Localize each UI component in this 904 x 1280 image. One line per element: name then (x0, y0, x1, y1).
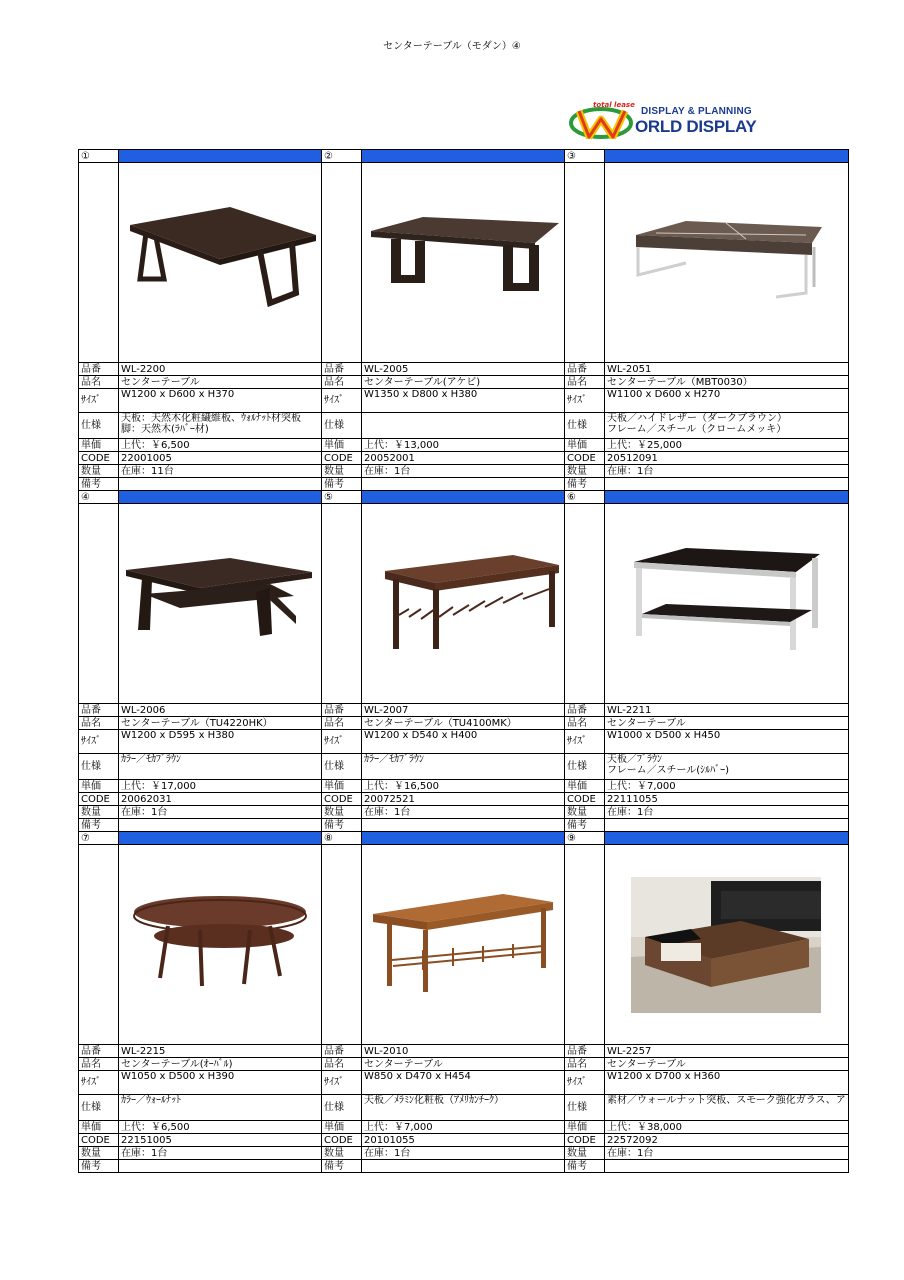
product-remarks (605, 1160, 849, 1173)
product-code-no-row (79, 704, 849, 717)
product-price: 上代：￥6,500 (119, 1121, 322, 1134)
product-code-row (79, 452, 849, 465)
product-remarks-label: 備考 (322, 478, 362, 491)
product-name-label: 品名 (79, 1058, 119, 1071)
product-code-no-label: 品番 (322, 363, 362, 376)
product-code-no: WL-2211 (605, 704, 849, 717)
product-image-row (79, 504, 849, 704)
product-code-no-row (79, 363, 849, 376)
product-code-no-row (79, 1045, 849, 1058)
product-remarks (605, 819, 849, 832)
product-spec-label: 仕様 (322, 413, 362, 439)
product-image (119, 845, 322, 1045)
silver-frame-table-icon (626, 544, 826, 664)
product-spec (119, 413, 322, 439)
product-quantity-label: 数量 (565, 1147, 605, 1160)
product-spec-label: 仕様 (565, 754, 605, 780)
product-code-label: CODE (79, 1134, 119, 1147)
product-quantity: 在庫：1台 (362, 806, 565, 819)
product-price-label: 単価 (79, 1121, 119, 1134)
product-spec-label: 仕様 (79, 1095, 119, 1121)
product-spec (362, 413, 565, 439)
logo-w-mark-icon (569, 105, 633, 139)
product-spec-line1: 天板／ハイドレザー（ダークブラウン） (607, 413, 787, 424)
product-quantity-label: 数量 (565, 806, 605, 819)
product-name: センターテーブル（TU4220HK） (119, 717, 322, 730)
product-code-no: WL-2006 (119, 704, 322, 717)
product-code-row (79, 1134, 849, 1147)
product-image (605, 504, 849, 704)
product-size: W1200 x D595 x H380 (119, 730, 322, 754)
product-code-no: WL-2005 (362, 363, 565, 376)
product-spec (119, 754, 322, 780)
product-spec-line1: ｶﾗｰ／ｳｫｰﾙﾅｯﾄ (121, 1095, 181, 1106)
product-code-no-label: 品番 (79, 704, 119, 717)
product-name-row (79, 376, 849, 389)
product-name-label: 品名 (322, 1058, 362, 1071)
product-spec-line2: フレーム／スチール（クロームメッキ） (607, 424, 787, 435)
product-code-no: WL-2051 (605, 363, 849, 376)
product-quantity-label: 数量 (322, 806, 362, 819)
product-spec-label: 仕様 (322, 754, 362, 780)
product-remarks-row (79, 819, 849, 832)
product-number: ② (322, 150, 362, 163)
product-size-label: ｻｲｽﾞ (322, 389, 362, 413)
product-name: センターテーブル(アケビ) (362, 376, 565, 389)
product-code-no-label: 品番 (79, 1045, 119, 1058)
product-size: W850 x D470 x H454 (362, 1071, 565, 1095)
product-remarks (605, 478, 849, 491)
product-price-label: 単価 (322, 780, 362, 793)
product-spec-line2: 脚：天然木(ﾗﾊﾞｰ材) (121, 424, 209, 435)
product-size: W1200 x D540 x H400 (362, 730, 565, 754)
product-size: W1100 x D600 x H270 (605, 389, 849, 413)
product-code-label: CODE (79, 793, 119, 806)
product-number-row (79, 832, 849, 845)
image-label-cell (79, 504, 119, 704)
product-number: ⑨ (565, 832, 605, 845)
product-spec-line1: ｶﾗｰ／ﾓｶﾌﾞﾗｳﾝ (121, 754, 181, 765)
slatted-shelf-table-icon (363, 549, 563, 659)
product-number: ⑤ (322, 491, 362, 504)
product-spec-row (79, 1095, 849, 1121)
product-spec-label: 仕様 (79, 413, 119, 439)
product-spec (362, 1095, 565, 1121)
product-image (119, 504, 322, 704)
product-price-label: 単価 (322, 439, 362, 452)
product-spec-line1: ｶﾗｰ／ﾓｶﾌﾞﾗｳﾝ (364, 754, 424, 765)
product-price: 上代：￥16,500 (362, 780, 565, 793)
product-header-bar (605, 832, 849, 845)
product-name: センターテーブル（TU4100MK） (362, 717, 565, 730)
product-price: 上代：￥6,500 (119, 439, 322, 452)
product-number: ③ (565, 150, 605, 163)
product-name-label: 品名 (565, 376, 605, 389)
product-quantity: 在庫：11台 (119, 465, 322, 478)
logo-line2: ORLD DISPLAY (635, 117, 757, 136)
mocha-shelf-table-icon (120, 554, 320, 654)
product-name: センターテーブル (605, 1058, 849, 1071)
product-remarks (362, 819, 565, 832)
world-display-logo (569, 103, 809, 143)
product-name-label: 品名 (79, 717, 119, 730)
product-name-row (79, 717, 849, 730)
product-code: 20052001 (362, 452, 565, 465)
dark-wood-sled-table-icon (120, 193, 320, 333)
product-header-bar (605, 150, 849, 163)
product-image (605, 163, 849, 363)
product-size-label: ｻｲｽﾞ (565, 1071, 605, 1095)
product-name-row (79, 1058, 849, 1071)
product-code: 20062031 (119, 793, 322, 806)
product-remarks (119, 478, 322, 491)
product-size-label: ｻｲｽﾞ (79, 389, 119, 413)
product-price: 上代：￥38,000 (605, 1121, 849, 1134)
product-remarks-label: 備考 (79, 1160, 119, 1173)
product-quantity-label: 数量 (79, 806, 119, 819)
product-size-label: ｻｲｽﾞ (322, 1071, 362, 1095)
product-catalog-table (78, 149, 849, 1173)
product-quantity: 在庫：1台 (119, 1147, 322, 1160)
image-label-cell (565, 163, 605, 363)
teak-shelf-table-icon (363, 890, 563, 1000)
product-spec-line1: 天板：天然木化粧繊維板、ｳｫﾙﾅｯﾄ材突板 (121, 413, 301, 424)
product-image (119, 163, 322, 363)
product-price-label: 単価 (322, 1121, 362, 1134)
product-quantity-label: 数量 (322, 465, 362, 478)
product-name: センターテーブル (362, 1058, 565, 1071)
product-code-no-label: 品番 (565, 1045, 605, 1058)
product-name-label: 品名 (322, 717, 362, 730)
image-label-cell (322, 845, 362, 1045)
product-header-bar (362, 150, 565, 163)
product-code-no-label: 品番 (565, 363, 605, 376)
logo-small-text: total lease (593, 101, 635, 109)
product-remarks-label: 備考 (79, 819, 119, 832)
product-spec (605, 413, 849, 439)
product-price-row (79, 439, 849, 452)
image-label-cell (79, 163, 119, 363)
product-number-row (79, 491, 849, 504)
product-code-no: WL-2010 (362, 1045, 565, 1058)
product-code: 20072521 (362, 793, 565, 806)
oval-walnut-table-icon (120, 890, 320, 1000)
product-code: 22111055 (605, 793, 849, 806)
image-label-cell (79, 845, 119, 1045)
product-size-label: ｻｲｽﾞ (322, 730, 362, 754)
leather-chrome-table-icon (626, 213, 826, 313)
product-price-label: 単価 (79, 439, 119, 452)
image-label-cell (565, 504, 605, 704)
product-code: 22001005 (119, 452, 322, 465)
product-name: センターテーブル (119, 376, 322, 389)
product-size-label: ｻｲｽﾞ (79, 1071, 119, 1095)
image-label-cell (322, 163, 362, 363)
product-spec-label: 仕様 (565, 1095, 605, 1121)
product-code-no-label: 品番 (322, 704, 362, 717)
product-code-row (79, 793, 849, 806)
product-remarks-label: 備考 (322, 1160, 362, 1173)
product-quantity-label: 数量 (322, 1147, 362, 1160)
product-price: 上代：￥25,000 (605, 439, 849, 452)
product-spec-label: 仕様 (79, 754, 119, 780)
product-price: 上代：￥7,000 (605, 780, 849, 793)
image-label-cell (322, 504, 362, 704)
product-header-bar (119, 150, 322, 163)
product-quantity: 在庫：1台 (605, 806, 849, 819)
product-code-no-label: 品番 (322, 1045, 362, 1058)
product-name: センターテーブル（MBT0030） (605, 376, 849, 389)
document-title: センターテーブル（モダン）④ (383, 41, 521, 52)
product-image (362, 845, 565, 1045)
product-quantity-row (79, 1147, 849, 1160)
product-code-label: CODE (565, 793, 605, 806)
product-quantity-label: 数量 (565, 465, 605, 478)
product-price-label: 単価 (565, 439, 605, 452)
product-code-label: CODE (322, 452, 362, 465)
product-code: 22151005 (119, 1134, 322, 1147)
product-spec-line1: 天板／ﾒﾗﾐﾝ化粧板（ｱﾒﾘｶﾝﾁｰｸ） (364, 1095, 504, 1106)
product-code: 20101055 (362, 1134, 565, 1147)
product-image (362, 504, 565, 704)
product-remarks-row (79, 1160, 849, 1173)
product-quantity: 在庫：1台 (362, 465, 565, 478)
product-size-label: ｻｲｽﾞ (565, 730, 605, 754)
product-code-no: WL-2257 (605, 1045, 849, 1058)
product-size-row (79, 389, 849, 413)
product-remarks-label: 備考 (322, 819, 362, 832)
product-spec-line2: フレーム／スチール(ｼﾙﾊﾞｰ) (607, 765, 730, 776)
product-code-label: CODE (565, 452, 605, 465)
product-number: ⑧ (322, 832, 362, 845)
product-price-label: 単価 (565, 780, 605, 793)
product-size: W1200 x D600 x H370 (119, 389, 322, 413)
product-header-bar (362, 491, 565, 504)
product-header-bar (119, 491, 322, 504)
product-code: 20512091 (605, 452, 849, 465)
product-quantity-label: 数量 (79, 465, 119, 478)
product-code-label: CODE (79, 452, 119, 465)
product-remarks (119, 819, 322, 832)
product-size-row (79, 730, 849, 754)
product-name: センターテーブル (605, 717, 849, 730)
product-remarks-label: 備考 (565, 819, 605, 832)
product-code-no-label: 品番 (79, 363, 119, 376)
product-quantity-label: 数量 (79, 1147, 119, 1160)
logo-line1: DISPLAY & PLANNING (641, 106, 752, 117)
product-remarks-row (79, 478, 849, 491)
product-image (362, 163, 565, 363)
product-remarks-label: 備考 (565, 1160, 605, 1173)
product-header-bar (362, 832, 565, 845)
product-remarks (362, 478, 565, 491)
product-price-label: 単価 (565, 1121, 605, 1134)
product-image-row (79, 163, 849, 363)
product-size: W1200 x D700 x H360 (605, 1071, 849, 1095)
product-spec (119, 1095, 322, 1121)
product-quantity-row (79, 465, 849, 478)
product-price: 上代：￥17,000 (119, 780, 322, 793)
product-image (605, 845, 849, 1045)
product-code-no: WL-2007 (362, 704, 565, 717)
product-name: センターテーブル(ｵｰﾊﾞﾙ) (119, 1058, 322, 1071)
product-name-label: 品名 (565, 717, 605, 730)
product-size-label: ｻｲｽﾞ (79, 730, 119, 754)
product-name-label: 品名 (565, 1058, 605, 1071)
product-spec (362, 754, 565, 780)
product-size-row (79, 1071, 849, 1095)
product-size-label: ｻｲｽﾞ (565, 389, 605, 413)
product-remarks (119, 1160, 322, 1173)
low-dark-table-icon (363, 203, 563, 323)
product-spec-label: 仕様 (322, 1095, 362, 1121)
product-header-bar (119, 832, 322, 845)
product-remarks (362, 1160, 565, 1173)
product-quantity: 在庫：1台 (605, 465, 849, 478)
product-number: ⑦ (79, 832, 119, 845)
product-spec-line1: 天板／ﾌﾞﾗｳﾝ (607, 754, 662, 765)
product-header-bar (605, 491, 849, 504)
product-remarks-label: 備考 (565, 478, 605, 491)
product-quantity: 在庫：1台 (605, 1147, 849, 1160)
product-price: 上代：￥7,000 (362, 1121, 565, 1134)
product-size: W1350 x D800 x H380 (362, 389, 565, 413)
product-code-label: CODE (322, 793, 362, 806)
image-label-cell (565, 845, 605, 1045)
product-size: W1050 x D500 x H390 (119, 1071, 322, 1095)
product-code-no: WL-2215 (119, 1045, 322, 1058)
product-name-label: 品名 (79, 376, 119, 389)
product-number: ① (79, 150, 119, 163)
product-price-row (79, 780, 849, 793)
product-code-no-label: 品番 (565, 704, 605, 717)
product-spec (605, 754, 849, 780)
product-code-label: CODE (565, 1134, 605, 1147)
product-number: ④ (79, 491, 119, 504)
walnut-glass-table-photo-icon (631, 877, 821, 1013)
product-spec-row (79, 754, 849, 780)
product-image-row (79, 845, 849, 1045)
product-spec (605, 1095, 849, 1121)
product-code-no: WL-2200 (119, 363, 322, 376)
product-remarks-label: 備考 (79, 478, 119, 491)
product-price-label: 単価 (79, 780, 119, 793)
product-name-label: 品名 (322, 376, 362, 389)
product-price-row (79, 1121, 849, 1134)
product-quantity-row (79, 806, 849, 819)
product-quantity: 在庫：1台 (362, 1147, 565, 1160)
product-price: 上代：￥13,000 (362, 439, 565, 452)
product-number-row (79, 150, 849, 163)
product-spec-line1: 素材／ウォールナット突板、スモーク強化ガラス、ア (607, 1095, 846, 1106)
product-code-label: CODE (322, 1134, 362, 1147)
product-spec-label: 仕様 (565, 413, 605, 439)
product-number: ⑥ (565, 491, 605, 504)
product-spec-row (79, 413, 849, 439)
product-code: 22572092 (605, 1134, 849, 1147)
product-size: W1000 x D500 x H450 (605, 730, 849, 754)
product-quantity: 在庫：1台 (119, 806, 322, 819)
